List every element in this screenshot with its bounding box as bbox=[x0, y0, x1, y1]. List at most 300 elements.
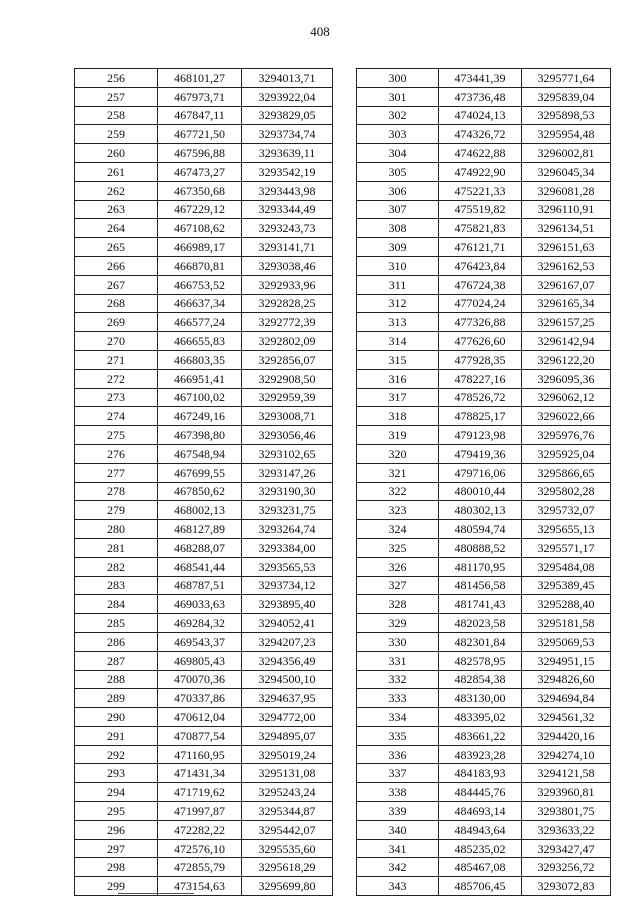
y-coordinate-cell: 3296002,81 bbox=[522, 144, 611, 163]
y-coordinate-cell: 3292959,39 bbox=[242, 388, 333, 407]
y-coordinate-cell: 3293443,98 bbox=[242, 181, 333, 200]
x-coordinate-cell: 470612,04 bbox=[158, 708, 242, 727]
y-coordinate-cell: 3294500,10 bbox=[242, 670, 333, 689]
table-row bbox=[357, 426, 611, 445]
table-row bbox=[357, 538, 611, 557]
y-coordinate-cell: 3294356,49 bbox=[242, 651, 333, 670]
x-coordinate-cell: 467350,68 bbox=[158, 181, 242, 200]
y-coordinate-cell: 3294895,07 bbox=[242, 726, 333, 745]
y-coordinate-cell: 3293633,22 bbox=[522, 820, 611, 839]
x-coordinate-cell: 478825,17 bbox=[439, 407, 522, 426]
y-coordinate-cell: 3294121,58 bbox=[522, 764, 611, 783]
table-row bbox=[357, 106, 611, 125]
table-row bbox=[357, 444, 611, 463]
table-row bbox=[75, 745, 333, 764]
point-number-cell: 277 bbox=[75, 463, 158, 482]
table-row bbox=[357, 802, 611, 821]
y-coordinate-cell: 3293734,74 bbox=[242, 125, 333, 144]
y-coordinate-cell: 3293256,72 bbox=[522, 858, 611, 877]
table-row bbox=[357, 482, 611, 501]
y-coordinate-cell: 3293072,83 bbox=[522, 877, 611, 896]
table-row bbox=[75, 614, 333, 633]
x-coordinate-cell: 466637,34 bbox=[158, 294, 242, 313]
table-row bbox=[357, 745, 611, 764]
y-coordinate-cell: 3295732,07 bbox=[522, 501, 611, 520]
table-row bbox=[357, 69, 611, 88]
x-coordinate-cell: 471431,34 bbox=[158, 764, 242, 783]
x-coordinate-cell: 478526,72 bbox=[439, 388, 522, 407]
x-coordinate-cell: 467249,16 bbox=[158, 407, 242, 426]
point-number-cell: 301 bbox=[357, 87, 439, 106]
y-coordinate-cell: 3295571,17 bbox=[522, 538, 611, 557]
point-number-cell: 325 bbox=[357, 538, 439, 557]
point-number-cell: 271 bbox=[75, 350, 158, 369]
point-number-cell: 275 bbox=[75, 426, 158, 445]
table-row bbox=[75, 200, 333, 219]
point-number-cell: 295 bbox=[75, 802, 158, 821]
point-number-cell: 331 bbox=[357, 651, 439, 670]
point-number-cell: 330 bbox=[357, 632, 439, 651]
x-coordinate-cell: 471160,95 bbox=[158, 745, 242, 764]
point-number-cell: 305 bbox=[357, 162, 439, 181]
table-row bbox=[357, 632, 611, 651]
table-row bbox=[75, 69, 333, 88]
y-coordinate-cell: 3293264,74 bbox=[242, 520, 333, 539]
x-coordinate-cell: 475221,33 bbox=[439, 181, 522, 200]
table-row bbox=[75, 595, 333, 614]
x-coordinate-cell: 479419,36 bbox=[439, 444, 522, 463]
table-row bbox=[357, 219, 611, 238]
y-coordinate-cell: 3296022,66 bbox=[522, 407, 611, 426]
point-number-cell: 317 bbox=[357, 388, 439, 407]
table-row bbox=[357, 858, 611, 877]
y-coordinate-cell: 3295954,48 bbox=[522, 125, 611, 144]
table-row bbox=[75, 726, 333, 745]
point-number-cell: 276 bbox=[75, 444, 158, 463]
point-number-cell: 269 bbox=[75, 313, 158, 332]
point-number-cell: 261 bbox=[75, 162, 158, 181]
x-coordinate-cell: 482854,38 bbox=[439, 670, 522, 689]
x-coordinate-cell: 474622,88 bbox=[439, 144, 522, 163]
y-coordinate-cell: 3294420,16 bbox=[522, 726, 611, 745]
point-number-cell: 341 bbox=[357, 839, 439, 858]
y-coordinate-cell: 3293734,12 bbox=[242, 576, 333, 595]
table-row bbox=[75, 538, 333, 557]
x-coordinate-cell: 481170,95 bbox=[439, 557, 522, 576]
x-coordinate-cell: 473154,63 bbox=[158, 877, 242, 896]
x-coordinate-cell: 484183,93 bbox=[439, 764, 522, 783]
table-row bbox=[357, 651, 611, 670]
point-number-cell: 274 bbox=[75, 407, 158, 426]
point-number-cell: 338 bbox=[357, 783, 439, 802]
x-coordinate-cell: 467100,02 bbox=[158, 388, 242, 407]
table-row bbox=[75, 708, 333, 727]
x-coordinate-cell: 470877,54 bbox=[158, 726, 242, 745]
y-coordinate-cell: 3294207,23 bbox=[242, 632, 333, 651]
table-row bbox=[357, 200, 611, 219]
x-coordinate-cell: 467721,50 bbox=[158, 125, 242, 144]
table-row bbox=[75, 313, 333, 332]
table-row bbox=[357, 689, 611, 708]
point-number-cell: 335 bbox=[357, 726, 439, 745]
table-row bbox=[75, 444, 333, 463]
x-coordinate-cell: 483395,02 bbox=[439, 708, 522, 727]
table-row bbox=[357, 294, 611, 313]
point-number-cell: 342 bbox=[357, 858, 439, 877]
table-row bbox=[357, 407, 611, 426]
y-coordinate-cell: 3293231,75 bbox=[242, 501, 333, 520]
footnote-rule bbox=[118, 893, 194, 894]
table-row bbox=[357, 181, 611, 200]
x-coordinate-cell: 468127,89 bbox=[158, 520, 242, 539]
y-coordinate-cell: 3293542,19 bbox=[242, 162, 333, 181]
table-row bbox=[75, 426, 333, 445]
point-number-cell: 324 bbox=[357, 520, 439, 539]
x-coordinate-cell: 479123,98 bbox=[439, 426, 522, 445]
table-row bbox=[75, 463, 333, 482]
y-coordinate-cell: 3293960,81 bbox=[522, 783, 611, 802]
y-coordinate-cell: 3293141,71 bbox=[242, 238, 333, 257]
table-row bbox=[357, 388, 611, 407]
y-coordinate-cell: 3296142,94 bbox=[522, 332, 611, 351]
x-coordinate-cell: 482023,58 bbox=[439, 614, 522, 633]
y-coordinate-cell: 3295976,76 bbox=[522, 426, 611, 445]
x-coordinate-cell: 474024,13 bbox=[439, 106, 522, 125]
table-row bbox=[357, 839, 611, 858]
y-coordinate-cell: 3296162,53 bbox=[522, 256, 611, 275]
table-row bbox=[75, 350, 333, 369]
point-number-cell: 316 bbox=[357, 369, 439, 388]
y-coordinate-cell: 3296110,91 bbox=[522, 200, 611, 219]
x-coordinate-cell: 467973,71 bbox=[158, 87, 242, 106]
x-coordinate-cell: 475821,83 bbox=[439, 219, 522, 238]
table-row bbox=[75, 877, 333, 896]
point-number-cell: 258 bbox=[75, 106, 158, 125]
table-row bbox=[357, 708, 611, 727]
point-number-cell: 264 bbox=[75, 219, 158, 238]
y-coordinate-cell: 3295019,24 bbox=[242, 745, 333, 764]
y-coordinate-cell: 3296062,12 bbox=[522, 388, 611, 407]
point-number-cell: 307 bbox=[357, 200, 439, 219]
y-coordinate-cell: 3293801,75 bbox=[522, 802, 611, 821]
table-row bbox=[75, 651, 333, 670]
x-coordinate-cell: 466753,52 bbox=[158, 275, 242, 294]
y-coordinate-cell: 3296151,63 bbox=[522, 238, 611, 257]
point-number-cell: 334 bbox=[357, 708, 439, 727]
point-number-cell: 289 bbox=[75, 689, 158, 708]
point-number-cell: 279 bbox=[75, 501, 158, 520]
y-coordinate-cell: 3293344,49 bbox=[242, 200, 333, 219]
x-coordinate-cell: 469033,63 bbox=[158, 595, 242, 614]
y-coordinate-cell: 3292908,50 bbox=[242, 369, 333, 388]
y-coordinate-cell: 3296122,20 bbox=[522, 350, 611, 369]
x-coordinate-cell: 485235,02 bbox=[439, 839, 522, 858]
table-row bbox=[357, 557, 611, 576]
point-number-cell: 310 bbox=[357, 256, 439, 275]
y-coordinate-cell: 3293147,26 bbox=[242, 463, 333, 482]
y-coordinate-cell: 3293922,04 bbox=[242, 87, 333, 106]
point-number-cell: 339 bbox=[357, 802, 439, 821]
x-coordinate-cell: 471997,87 bbox=[158, 802, 242, 821]
x-coordinate-cell: 472855,79 bbox=[158, 858, 242, 877]
table-row bbox=[75, 144, 333, 163]
y-coordinate-cell: 3293190,30 bbox=[242, 482, 333, 501]
table-row bbox=[357, 877, 611, 896]
point-number-cell: 270 bbox=[75, 332, 158, 351]
y-coordinate-cell: 3294637,95 bbox=[242, 689, 333, 708]
y-coordinate-cell: 3292828,25 bbox=[242, 294, 333, 313]
x-coordinate-cell: 467108,62 bbox=[158, 219, 242, 238]
x-coordinate-cell: 485467,08 bbox=[439, 858, 522, 877]
table-row bbox=[357, 463, 611, 482]
point-number-cell: 315 bbox=[357, 350, 439, 369]
y-coordinate-cell: 3295442,07 bbox=[242, 820, 333, 839]
x-coordinate-cell: 470070,36 bbox=[158, 670, 242, 689]
table-row bbox=[75, 576, 333, 595]
point-number-cell: 282 bbox=[75, 557, 158, 576]
x-coordinate-cell: 473736,48 bbox=[439, 87, 522, 106]
point-number-cell: 257 bbox=[75, 87, 158, 106]
point-number-cell: 293 bbox=[75, 764, 158, 783]
y-coordinate-cell: 3296157,25 bbox=[522, 313, 611, 332]
table-row bbox=[75, 557, 333, 576]
table-row bbox=[357, 275, 611, 294]
table-row bbox=[75, 520, 333, 539]
x-coordinate-cell: 476121,71 bbox=[439, 238, 522, 257]
point-number-cell: 333 bbox=[357, 689, 439, 708]
y-coordinate-cell: 3292856,07 bbox=[242, 350, 333, 369]
table-row bbox=[75, 219, 333, 238]
y-coordinate-cell: 3295866,65 bbox=[522, 463, 611, 482]
point-number-cell: 287 bbox=[75, 651, 158, 670]
point-number-cell: 262 bbox=[75, 181, 158, 200]
y-coordinate-cell: 3295839,04 bbox=[522, 87, 611, 106]
x-coordinate-cell: 481741,43 bbox=[439, 595, 522, 614]
x-coordinate-cell: 476423,84 bbox=[439, 256, 522, 275]
x-coordinate-cell: 482301,84 bbox=[439, 632, 522, 651]
y-coordinate-cell: 3293639,11 bbox=[242, 144, 333, 163]
table-row bbox=[357, 595, 611, 614]
x-coordinate-cell: 467229,12 bbox=[158, 200, 242, 219]
point-number-cell: 259 bbox=[75, 125, 158, 144]
point-number-cell: 321 bbox=[357, 463, 439, 482]
point-number-cell: 296 bbox=[75, 820, 158, 839]
y-coordinate-cell: 3294013,71 bbox=[242, 69, 333, 88]
point-number-cell: 256 bbox=[75, 69, 158, 88]
point-number-cell: 303 bbox=[357, 125, 439, 144]
x-coordinate-cell: 474326,72 bbox=[439, 125, 522, 144]
x-coordinate-cell: 467596,88 bbox=[158, 144, 242, 163]
y-coordinate-cell: 3294772,00 bbox=[242, 708, 333, 727]
point-number-cell: 311 bbox=[357, 275, 439, 294]
point-number-cell: 320 bbox=[357, 444, 439, 463]
table-row bbox=[75, 820, 333, 839]
table-row bbox=[75, 407, 333, 426]
x-coordinate-cell: 469284,32 bbox=[158, 614, 242, 633]
coordinates-table-left bbox=[74, 68, 333, 896]
table-row bbox=[75, 501, 333, 520]
point-number-cell: 308 bbox=[357, 219, 439, 238]
x-coordinate-cell: 483130,00 bbox=[439, 689, 522, 708]
table-row bbox=[75, 632, 333, 651]
y-coordinate-cell: 3295181,58 bbox=[522, 614, 611, 633]
x-coordinate-cell: 477326,88 bbox=[439, 313, 522, 332]
point-number-cell: 300 bbox=[357, 69, 439, 88]
point-number-cell: 266 bbox=[75, 256, 158, 275]
y-coordinate-cell: 3295655,13 bbox=[522, 520, 611, 539]
y-coordinate-cell: 3295389,45 bbox=[522, 576, 611, 595]
point-number-cell: 299 bbox=[75, 877, 158, 896]
y-coordinate-cell: 3293427,47 bbox=[522, 839, 611, 858]
point-number-cell: 302 bbox=[357, 106, 439, 125]
table-row bbox=[357, 764, 611, 783]
table-row bbox=[357, 614, 611, 633]
point-number-cell: 265 bbox=[75, 238, 158, 257]
point-number-cell: 273 bbox=[75, 388, 158, 407]
x-coordinate-cell: 468787,51 bbox=[158, 576, 242, 595]
y-coordinate-cell: 3293056,46 bbox=[242, 426, 333, 445]
table-row bbox=[75, 839, 333, 858]
table-row bbox=[75, 858, 333, 877]
point-number-cell: 332 bbox=[357, 670, 439, 689]
x-coordinate-cell: 472576,10 bbox=[158, 839, 242, 858]
point-number-cell: 328 bbox=[357, 595, 439, 614]
x-coordinate-cell: 467473,27 bbox=[158, 162, 242, 181]
x-coordinate-cell: 467699,55 bbox=[158, 463, 242, 482]
point-number-cell: 327 bbox=[357, 576, 439, 595]
y-coordinate-cell: 3295618,29 bbox=[242, 858, 333, 877]
x-coordinate-cell: 481456,58 bbox=[439, 576, 522, 595]
point-number-cell: 313 bbox=[357, 313, 439, 332]
y-coordinate-cell: 3293895,40 bbox=[242, 595, 333, 614]
y-coordinate-cell: 3293384,00 bbox=[242, 538, 333, 557]
x-coordinate-cell: 479716,06 bbox=[439, 463, 522, 482]
table-row bbox=[75, 369, 333, 388]
x-coordinate-cell: 467548,94 bbox=[158, 444, 242, 463]
point-number-cell: 278 bbox=[75, 482, 158, 501]
x-coordinate-cell: 468541,44 bbox=[158, 557, 242, 576]
table-row bbox=[75, 294, 333, 313]
y-coordinate-cell: 3295925,04 bbox=[522, 444, 611, 463]
y-coordinate-cell: 3294052,41 bbox=[242, 614, 333, 633]
x-coordinate-cell: 467847,11 bbox=[158, 106, 242, 125]
point-number-cell: 294 bbox=[75, 783, 158, 802]
y-coordinate-cell: 3295344,87 bbox=[242, 802, 333, 821]
x-coordinate-cell: 478227,16 bbox=[439, 369, 522, 388]
page-number: 408 bbox=[310, 24, 330, 39]
point-number-cell: 260 bbox=[75, 144, 158, 163]
y-coordinate-cell: 3296045,34 bbox=[522, 162, 611, 181]
point-number-cell: 323 bbox=[357, 501, 439, 520]
x-coordinate-cell: 480302,13 bbox=[439, 501, 522, 520]
point-number-cell: 283 bbox=[75, 576, 158, 595]
x-coordinate-cell: 484943,64 bbox=[439, 820, 522, 839]
table-row bbox=[75, 783, 333, 802]
table-row bbox=[357, 256, 611, 275]
table-row bbox=[75, 87, 333, 106]
point-number-cell: 336 bbox=[357, 745, 439, 764]
x-coordinate-cell: 469543,37 bbox=[158, 632, 242, 651]
point-number-cell: 288 bbox=[75, 670, 158, 689]
point-number-cell: 280 bbox=[75, 520, 158, 539]
x-coordinate-cell: 483661,22 bbox=[439, 726, 522, 745]
table-row bbox=[357, 726, 611, 745]
y-coordinate-cell: 3294951,15 bbox=[522, 651, 611, 670]
table-row bbox=[75, 764, 333, 783]
y-coordinate-cell: 3294274,10 bbox=[522, 745, 611, 764]
x-coordinate-cell: 476724,38 bbox=[439, 275, 522, 294]
point-number-cell: 318 bbox=[357, 407, 439, 426]
point-number-cell: 298 bbox=[75, 858, 158, 877]
table-row bbox=[357, 313, 611, 332]
point-number-cell: 309 bbox=[357, 238, 439, 257]
point-number-cell: 337 bbox=[357, 764, 439, 783]
x-coordinate-cell: 466870,81 bbox=[158, 256, 242, 275]
point-number-cell: 329 bbox=[357, 614, 439, 633]
point-number-cell: 306 bbox=[357, 181, 439, 200]
x-coordinate-cell: 466803,35 bbox=[158, 350, 242, 369]
table-row bbox=[357, 501, 611, 520]
y-coordinate-cell: 3296167,07 bbox=[522, 275, 611, 294]
x-coordinate-cell: 466989,17 bbox=[158, 238, 242, 257]
x-coordinate-cell: 466655,83 bbox=[158, 332, 242, 351]
table-row bbox=[357, 350, 611, 369]
x-coordinate-cell: 480594,74 bbox=[439, 520, 522, 539]
x-coordinate-cell: 480010,44 bbox=[439, 482, 522, 501]
y-coordinate-cell: 3295898,53 bbox=[522, 106, 611, 125]
y-coordinate-cell: 3293102,65 bbox=[242, 444, 333, 463]
x-coordinate-cell: 473441,39 bbox=[439, 69, 522, 88]
x-coordinate-cell: 482578,95 bbox=[439, 651, 522, 670]
table-row bbox=[75, 125, 333, 144]
point-number-cell: 322 bbox=[357, 482, 439, 501]
y-coordinate-cell: 3293008,71 bbox=[242, 407, 333, 426]
point-number-cell: 304 bbox=[357, 144, 439, 163]
table-row bbox=[75, 332, 333, 351]
point-number-cell: 263 bbox=[75, 200, 158, 219]
y-coordinate-cell: 3293038,46 bbox=[242, 256, 333, 275]
point-number-cell: 285 bbox=[75, 614, 158, 633]
y-coordinate-cell: 3296081,28 bbox=[522, 181, 611, 200]
table-row bbox=[75, 689, 333, 708]
table-row bbox=[357, 87, 611, 106]
table-row bbox=[357, 576, 611, 595]
table-row bbox=[75, 238, 333, 257]
x-coordinate-cell: 485706,45 bbox=[439, 877, 522, 896]
y-coordinate-cell: 3295288,40 bbox=[522, 595, 611, 614]
x-coordinate-cell: 477024,24 bbox=[439, 294, 522, 313]
x-coordinate-cell: 470337,86 bbox=[158, 689, 242, 708]
point-number-cell: 312 bbox=[357, 294, 439, 313]
y-coordinate-cell: 3295484,08 bbox=[522, 557, 611, 576]
table-row bbox=[75, 275, 333, 294]
table-row bbox=[357, 369, 611, 388]
point-number-cell: 272 bbox=[75, 369, 158, 388]
table-row bbox=[75, 670, 333, 689]
point-number-cell: 267 bbox=[75, 275, 158, 294]
y-coordinate-cell: 3294561,32 bbox=[522, 708, 611, 727]
x-coordinate-cell: 468002,13 bbox=[158, 501, 242, 520]
point-number-cell: 326 bbox=[357, 557, 439, 576]
table-row bbox=[75, 162, 333, 181]
y-coordinate-cell: 3295243,24 bbox=[242, 783, 333, 802]
y-coordinate-cell: 3295771,64 bbox=[522, 69, 611, 88]
y-coordinate-cell: 3294826,60 bbox=[522, 670, 611, 689]
point-number-cell: 314 bbox=[357, 332, 439, 351]
table-row bbox=[357, 670, 611, 689]
y-coordinate-cell: 3294694,84 bbox=[522, 689, 611, 708]
point-number-cell: 284 bbox=[75, 595, 158, 614]
